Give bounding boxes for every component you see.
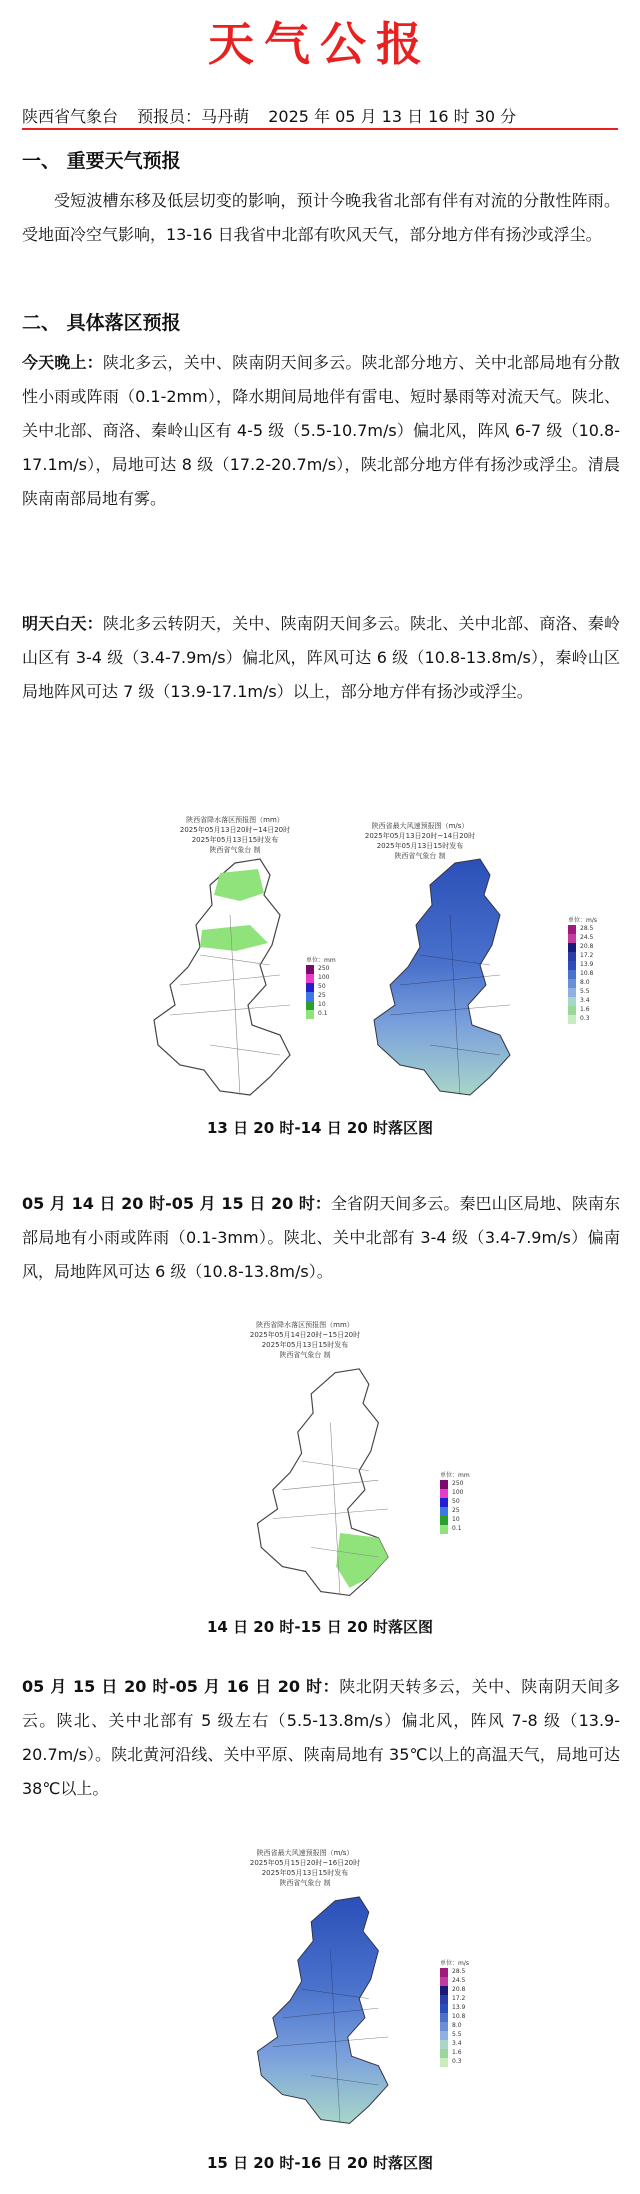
bulletin-meta — [22, 104, 618, 127]
agency-name: 陕西省气象台 — [22, 107, 119, 126]
fig2-header: 陕西省降水落区预报图（mm） 2025年05月14日20时~15日20时 2025年05月13日15时发布 陕西省气象台 制 — [249, 1321, 361, 1359]
fig3-header: 陕西省最大风速预报图（m/s） 2025年05月15日20时~16日20时 2025年05月13日15时发布 陕西省气象台 制 — [249, 1849, 361, 1887]
fig2-caption: 14 日 20 时-15 日 20 时落区图 — [206, 1618, 434, 1636]
meta-divider — [22, 128, 618, 130]
tonight-text: 陕北多云，关中、陕南阴天间多云。陕北部分地方、关中北部局地有分散性小雨或阵雨（0.1-2mm），降水期间局地伴有雷电、短时暴雨等对流天气。陕北、关中北部、商洛、秦岭山区有 4-5 级（5.5-10.7m/s）偏北风，阵风 6-7 级（10.8-17.1m/s），局地可达 8 级（17.2-20.7m/s），陕北部分地方伴有扬沙或浮尘。清晨陕南南部局地有雾。 — [22, 353, 620, 508]
section1-heading: 一、 重要天气预报 — [22, 150, 181, 172]
issue-datetime: 2025 年 05 月 13 日 16 时 30 分 — [268, 107, 517, 126]
figure-1: 陕西省降水落区预报图（mm） 2025年05月13日20时~14日20时 2025年05月13日15时发布 陕西省气象台 制 单位：mm 250 100 50 25 10 0.1 陕西省最大风速预报图（m/s） 2025年05月13日20时~14日20时 2025年05月13日15时发布 陕西省气象台 制 单位：m/s 28.5 24.5 20.8 17.2 13.9 10.8 8.0 5.5 3.4 1.6 0.3 — [0, 815, 640, 1125]
wind-map-shaanxi-1 — [360, 855, 560, 1105]
tonight-forecast — [22, 346, 620, 516]
forecast-15-16 — [22, 1670, 620, 1806]
tonight-label: 今天晚上： — [22, 353, 103, 372]
forecast-15-16-text: 陕北阴天转多云，关中、陕南阴天间多云。陕北、关中北部有 5 级左右（5.5-13.8m/s）偏北风，阵风 7-8 级（13.9-20.7m/s）。陕北黄河沿线、关中平原、陕南局地有 35℃以上的高温天气，局地可达 38℃以上。 — [22, 1677, 620, 1798]
tomorrow-forecast — [22, 607, 620, 709]
fig1-right-header: 陕西省最大风速预报图（m/s） 2025年05月13日20时~14日20时 2025年05月13日15时发布 陕西省气象台 制 — [364, 822, 476, 860]
section2-heading: 二、 具体落区预报 — [22, 312, 181, 334]
figure-2: 陕西省降水落区预报图（mm） 2025年05月14日20时~15日20时 2025年05月13日15时发布 陕西省气象台 制 单位：mm 250 100 50 25 10 0.1 — [0, 1320, 640, 1620]
forecaster-name: 预报员：马丹萌 — [137, 107, 250, 126]
tomorrow-text: 陕北多云转阴天，关中、陕南阴天间多云。陕北、关中北部、商洛、秦岭山区有 3-4 级（3.4-7.9m/s）偏北风，阵风可达 6 级（10.8-13.8m/s），秦岭山区局地阵风可达 7 级（13.9-17.1m/s）以上，部分地方伴有扬沙或浮尘。 — [22, 614, 620, 701]
fig1-caption: 13 日 20 时-14 日 20 时落区图 — [206, 1119, 434, 1137]
wind-map-shaanxi-2 — [240, 1893, 440, 2133]
fig3-caption: 15 日 20 时-16 日 20 时落区图 — [206, 2154, 434, 2172]
forecast-14-15-label: 05 月 14 日 20 时-05 月 15 日 20 时： — [22, 1194, 331, 1213]
figure-3: 陕西省最大风速预报图（m/s） 2025年05月15日20时~16日20时 2025年05月13日15时发布 陕西省气象台 制 单位：m/s 28.5 24.5 20.8 17.2 13.9 10.8 8.0 5.5 3.4 1.6 0.3 — [0, 1848, 640, 2148]
tomorrow-label: 明天白天： — [22, 614, 103, 633]
section1-body: 受短波槽东移及低层切变的影响，预计今晚我省北部有伴有对流的分散性阵雨。受地面冷空气影响，13-16 日我省中北部有吹风天气，部分地方伴有扬沙或浮尘。 — [22, 191, 620, 244]
bulletin-title: 天气公报 — [208, 17, 432, 71]
forecast-14-15 — [22, 1187, 620, 1289]
fig1-left-header: 陕西省降水落区预报图（mm） 2025年05月13日20时~14日20时 2025年05月13日15时发布 陕西省气象台 制 — [179, 816, 291, 854]
forecast-14-15-text: 全省阴天间多云。秦巴山区局地、陕南东部局地有小雨或阵雨（0.1-3mm）。陕北、关中北部有 3-4 级（3.4-7.9m/s）偏南风，局地阵风可达 6 级（10.8-13.8m/s）。 — [22, 1194, 620, 1281]
forecast-15-16-label: 05 月 15 日 20 时-05 月 16 日 20 时： — [22, 1677, 340, 1696]
precip-map-shaanxi-2 — [240, 1365, 440, 1605]
